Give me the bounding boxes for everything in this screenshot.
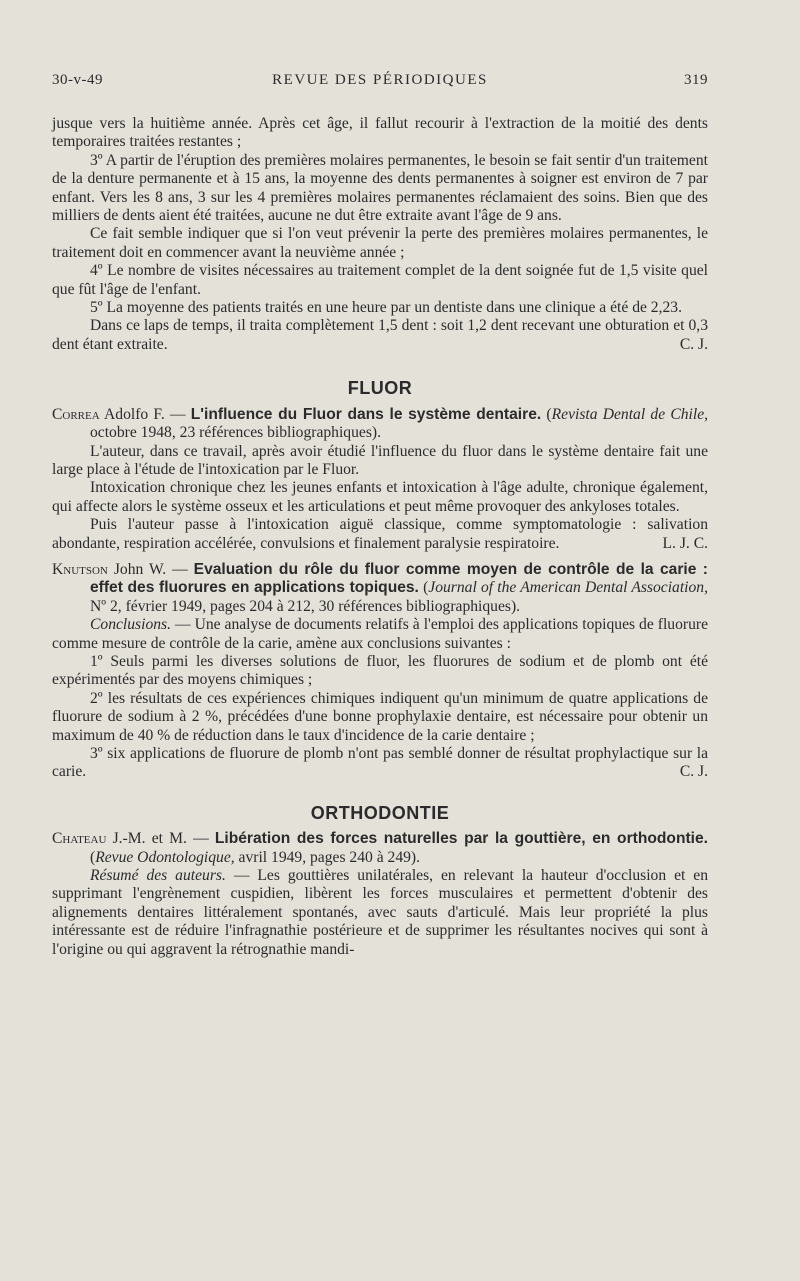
reference-author: Correa [52, 405, 100, 423]
reference-author: Knutson [52, 560, 108, 578]
paragraph: Intoxication chronique chez les jeunes enfants et intoxication à l'âge adulte, chronique également, qui affecte alors le système osseux et les articulations et peut même provoquer des ankyloses totales. [52, 479, 708, 515]
reference-author: Chateau [52, 830, 107, 848]
paragraph-text: Dans ce laps de temps, il traita complètement 1,5 dent : soit 1,2 dent recevant une obturation et 0,3 dent étant extraite. [52, 317, 708, 353]
paragraph [52, 317, 708, 354]
paragraph [52, 616, 708, 653]
paragraph-text: — Une analyse de documents relatifs à l'emploi des applications topiques de fluorure comme mesure de contrôle de la carie, amène aux conclusions suivantes : [52, 616, 708, 652]
reference-details: avril 1949, pages 240 à 249). [234, 848, 421, 866]
paragraph-label: Résumé des auteurs. [90, 867, 226, 885]
signature: L. J. C. [662, 534, 708, 552]
paragraph: 5º La moyenne des patients traités en une heure par un dentiste dans une clinique a été de 2,23. [90, 299, 682, 317]
paragraph: L'auteur, dans ce travail, après avoir étudié l'influence du fluor dans le système dentaire fait une large place à l'étude de l'intoxication par le Fluor. [52, 442, 708, 478]
reference-entry [52, 830, 708, 867]
header-date: 30-v-49 [52, 72, 103, 88]
reference-title: Libération des forces naturelles par la gouttière, en orthodontie. [214, 830, 708, 848]
reference-details: Nº 2, février 1949, pages 204 à 212, 30 références bibliographiques). [90, 597, 521, 615]
paragraph: 2º les résultats de ces expériences chimiques indiquent qu'un minimum de quatre applications de fluorure de sodium à 2 %, précédées d'une bonne prophylaxie dentaire, est nécessaire pour obtenir un maximum de 40 % de réduction dans le taux d'incidence de la carie dentaire ; [52, 689, 708, 744]
paragraph: jusque vers la huitième année. Après cet âge, il fallut recourir à l'extraction de la moitié des dents temporaires traitées restantes ; [52, 115, 708, 151]
signature: C. J. [679, 763, 708, 781]
reference-author-first: John W. — [107, 560, 194, 578]
reference-journal: Journal of the American Dental Association, [428, 579, 709, 597]
paragraph: 1º Seuls parmi les diverses solutions de fluor, les fluorures de sodium et de plomb ont été expérimentés par des moyens chimiques ; [52, 652, 708, 689]
paragraph [52, 745, 708, 782]
running-header [52, 72, 708, 94]
page-number: 319 [684, 72, 708, 88]
reference-title: Evaluation du rôle du fluor comme moyen de contrôle de la carie : effet des fluorures en applications topiques. [90, 560, 708, 597]
reference-author-first: J.-M. et M. — [106, 830, 215, 848]
reference-title: L'influence du Fluor dans le système dentaire. [190, 405, 542, 423]
section-title-orthodontie: ORTHODONTIE [310, 802, 450, 823]
signature: C. J. [679, 335, 708, 353]
reference-entry [52, 406, 708, 443]
header-title: REVUE DES PÉRIODIQUES [272, 72, 488, 88]
reference-entry [52, 561, 708, 616]
reference-paren: ( [90, 848, 96, 866]
paragraph [52, 516, 708, 553]
paragraph [52, 867, 708, 959]
reference-journal: Revue Odontologique, [95, 848, 235, 866]
paragraph: 4º Le nombre de visites nécessaires au traitement complet de la dent soignée fut de 1,5 visite quel que fût l'âge de l'enfant. [52, 262, 708, 298]
paragraph-text: Puis l'auteur passe à l'intoxication aiguë classique, comme symptomatologie : salivation abondante, respiration accélérée, convulsions et finalement paralysie respiratoire. [52, 516, 708, 552]
reference-details: octobre 1948, 23 références bibliographiques). [90, 424, 381, 442]
paragraph-label: Conclusions. [90, 616, 172, 634]
reference-journal: Revista Dental de Chile, [551, 405, 709, 423]
paragraph: 3º A partir de l'éruption des premières molaires permanentes, le besoin se fait sentir d'un traitement de la denture permanente et à 15 ans, la moyenne des dents permanentes à soigner est environ de 7 par enfant. Vers les 8 ans, 3 sur les 4 premières molaires permanentes réclamaient des soins. Bien que des milliers de dents aient été traitées, aucune ne dut être extraite avant l'âge de 9 ans. [52, 151, 708, 225]
page-body [52, 115, 708, 959]
paragraph: Ce fait semble indiquer que si l'on veut prévenir la perte des premières molaires permanentes, le traitement doit en commencer avant la neuvième année ; [52, 225, 708, 261]
paragraph-text: — Les gouttières unilatérales, en relevant la hauteur d'occlusion et en supprimant l'engrènement cuspidien, libèrent les forces musculaires et permettent d'obtenir des alignements dentaires littéralement spontanés, avec sauts d'articulé. Mais leur propriété la plus intéressante est de réduire l'infragnathie postérieure et de supprimer les résultantes nocives qui sont à l'origine ou qui aggravent la rétrognathie mandi- [52, 867, 708, 958]
reference-paren: ( [541, 405, 552, 423]
reference-author-first: Adolfo F. — [99, 405, 191, 423]
reference-paren: ( [418, 579, 429, 597]
section-title-fluor: FLUOR [347, 378, 413, 399]
paragraph-text: 3º six applications de fluorure de plomb n'ont pas semblé donner de résultat prophylactique sur la carie. [52, 745, 708, 781]
